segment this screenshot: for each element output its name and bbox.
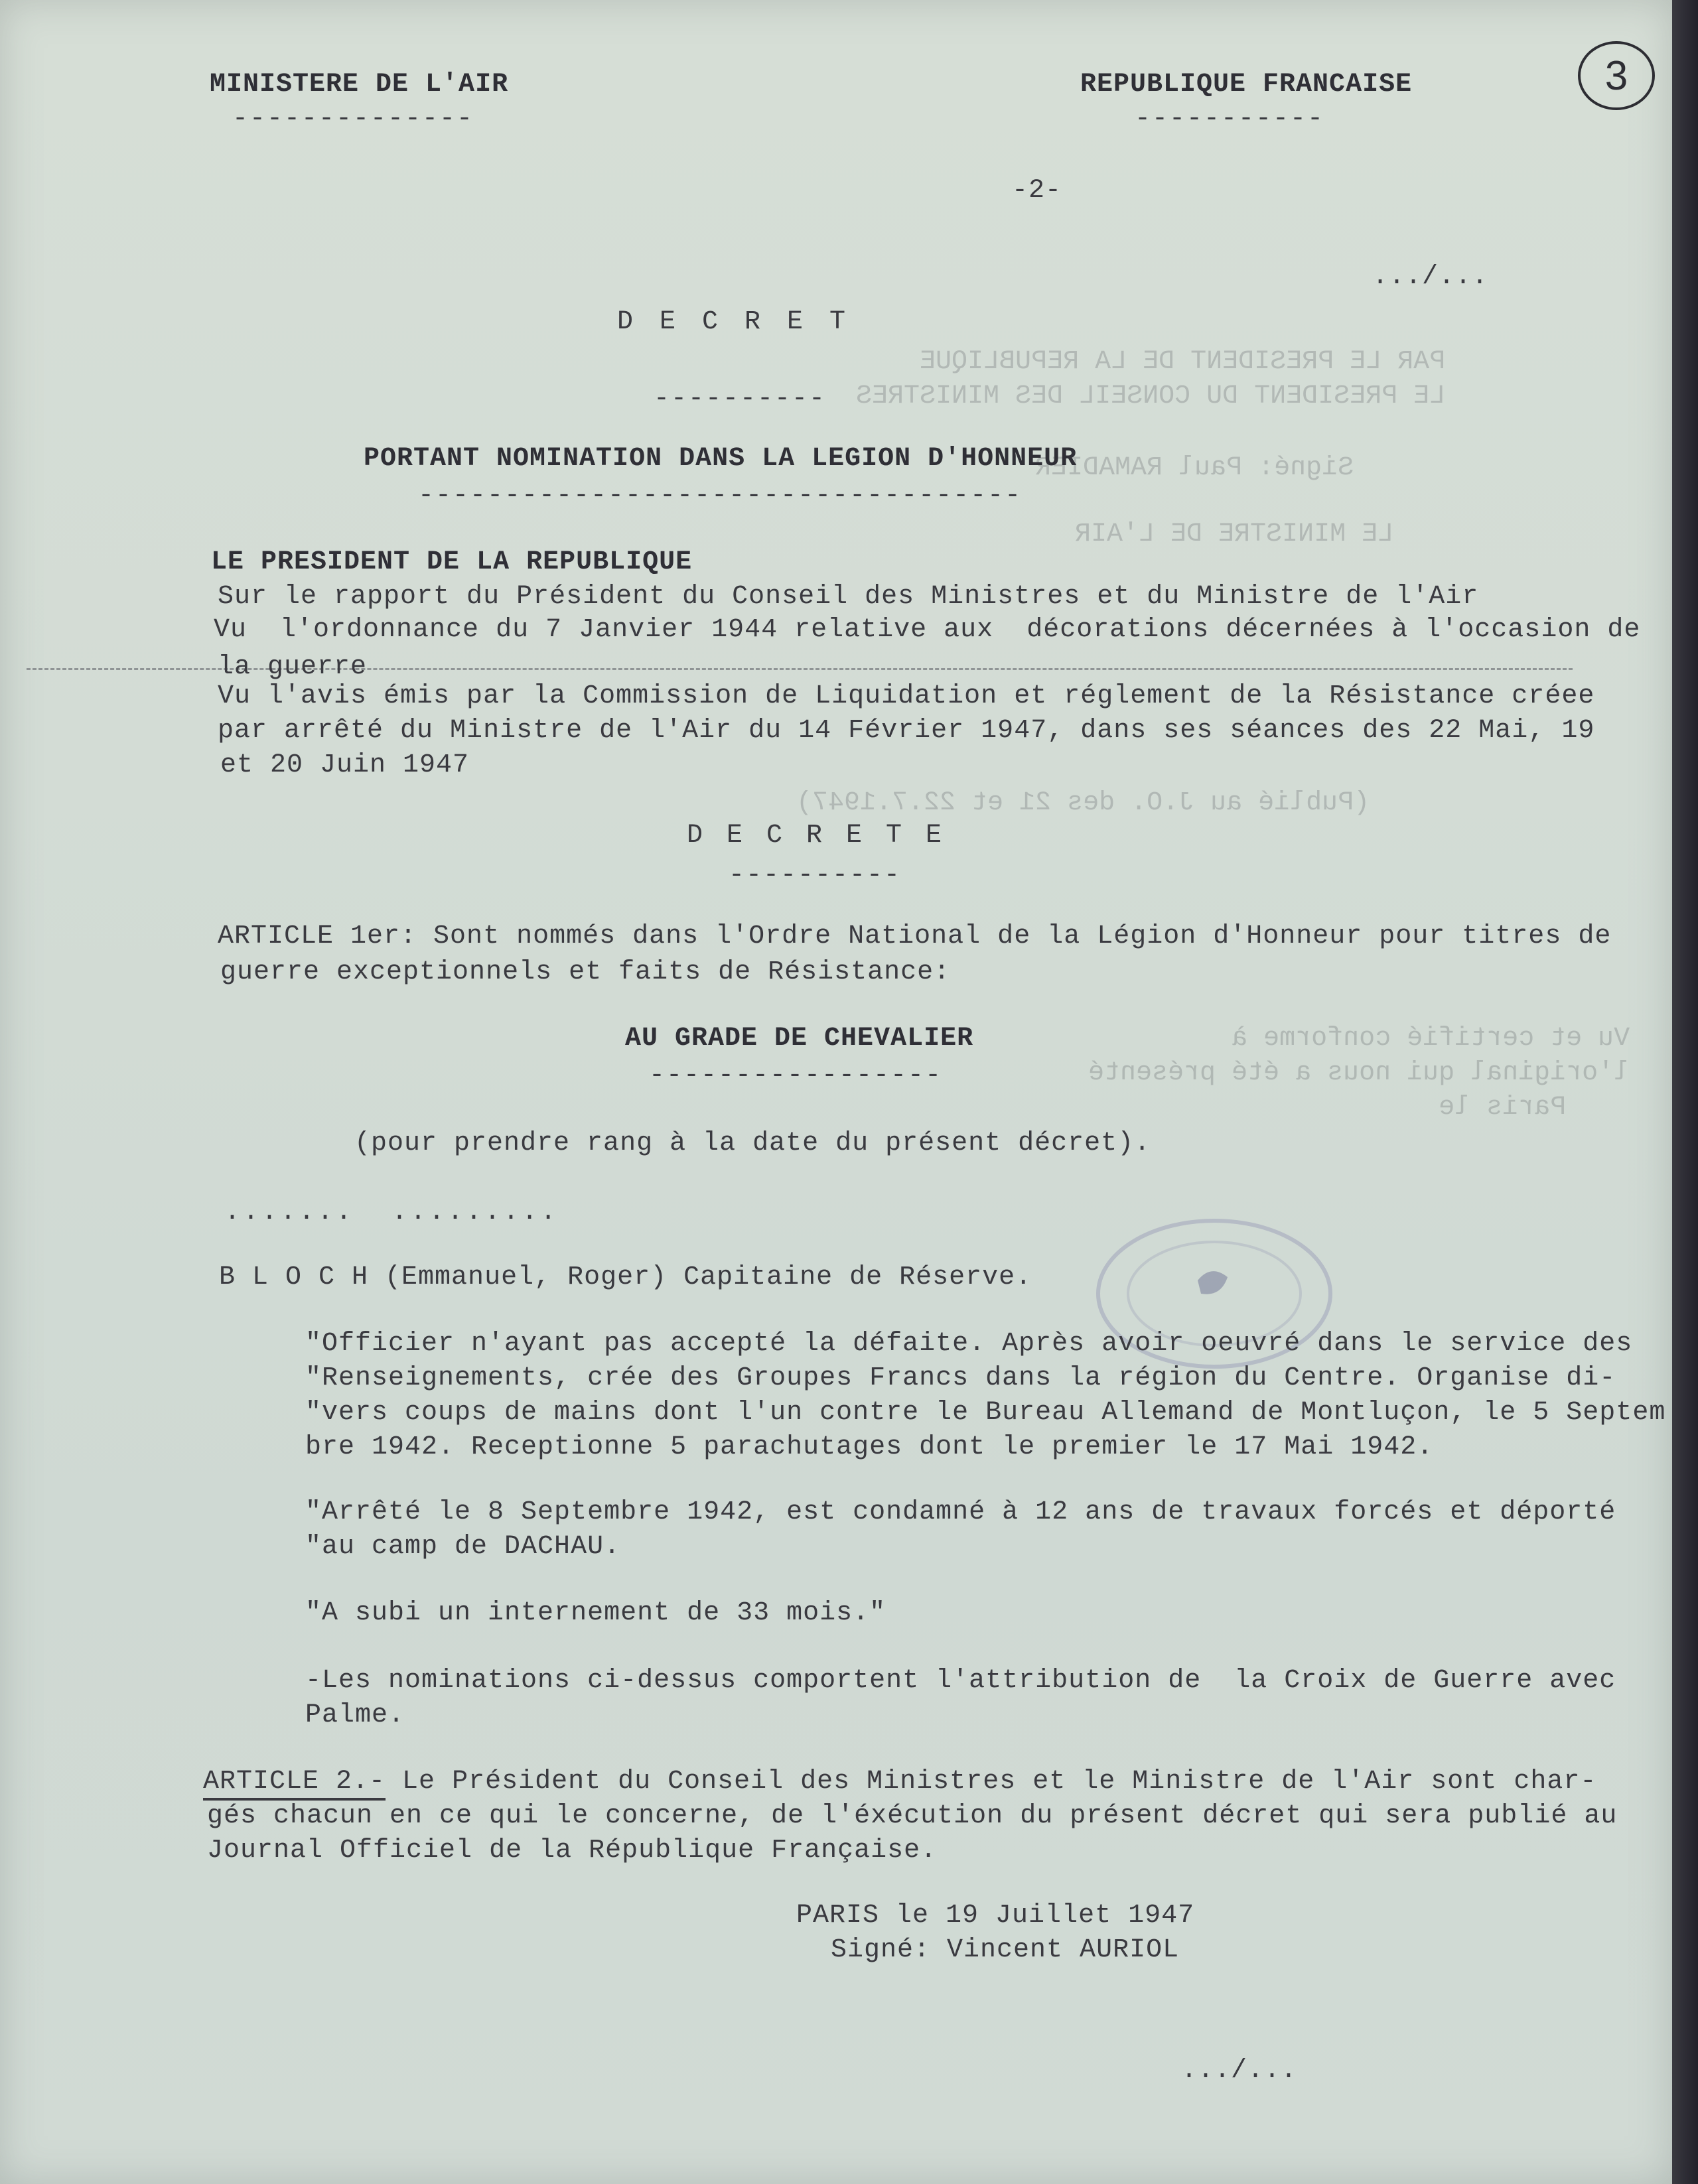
bleed-through-text: Vu et certifié conforme à l'original qui nous a été présenté Paris le [1088,1024,1630,1123]
article-1-label: ARTICLE 1er: [218,921,417,951]
grade-rule: ----------------- [649,1061,943,1091]
citation-line-3: "vers coups de mains dont l'un contre le Bureau Allemand de Montluçon, le 5 Septem [305,1398,1666,1428]
bleed-through-text: Signé: Paul RAMADIER [1035,453,1354,483]
bleed-through-text: (Publié au J.O. des 21 et 22.7.1947) [796,788,1370,818]
decrete-heading: D E C R E T E [687,821,946,851]
article-1-line-1 [218,920,1611,954]
decree-subject: PORTANT NOMINATION DANS LA LEGION D'HONNEUR [364,444,1078,474]
decree-title-rule: ---------- [654,384,827,414]
citation-line-2: "Renseignements, crée des Groupes Francs dans la région du Centre. Organise di- [305,1363,1616,1393]
citation-line-6: "au camp de DACHAU. [305,1532,621,1562]
article-1-text-1: Sont nommés dans l'Ordre National de la Légion d'Honneur pour titres de [417,921,1612,951]
preamble-line-1: Sur le rapport du Président du Conseil des Ministres et du Ministre de l'Air [218,582,1479,612]
article-1-line-2: guerre exceptionnels et faits de Résistance: [220,957,951,987]
place-date: PARIS le 19 Juillet 1947 [796,1901,1195,1931]
omission-dots: ....... ......... [224,1197,559,1227]
scan-background-edge [1672,0,1698,2184]
continuation-bottom: .../... [1181,2056,1298,2086]
page-number-circle [1578,41,1655,110]
republic-rule: ----------- [1135,104,1325,134]
decree-title: D E C R E T [617,307,851,337]
ministry-heading: MINISTERE DE L'AIR [210,70,509,100]
page-number: 3 [1604,52,1628,99]
article-2-line-1 [203,1765,1596,1799]
nominee-name: B L O C H (Emmanuel, Roger) Capitaine de Réserve. [219,1263,1032,1292]
ministry-rule: -------------- [232,104,474,134]
preamble-line-2: Vu l'ordonnance du 7 Janvier 1944 relative aux décorations décernées à l'occasion de [214,615,1641,645]
war-cross-note-2: Palme. [305,1700,405,1730]
preamble-line-4: Vu l'avis émis par la Commission de Liquidation et réglement de la Résistance créee [218,681,1595,711]
citation-line-7: "A subi un internement de 33 mois." [305,1598,886,1628]
decrete-rule: ---------- [729,860,902,890]
article-2-line-2: gés chacun en ce qui le concerne, de l'éxécution du présent décret qui sera publié au [207,1801,1618,1831]
citation-line-4: bre 1942. Receptionne 5 parachutages dont le premier le 17 Mai 1942. [305,1432,1434,1462]
war-cross-note-1: -Les nominations ci-dessus comportent l'attribution de la Croix de Guerre avec [305,1666,1616,1696]
decree-subject-rule: ----------------------------------- [418,481,1023,511]
article-2-text-1: Le Président du Conseil des Ministres et le Ministre de l'Air sont char- [386,1767,1597,1797]
preamble-line-5: par arrêté du Ministre de l'Air du 14 Février 1947, dans ses séances des 22 Mai, 19 [218,716,1595,746]
article-2-line-3: Journal Officiel de la République Française. [207,1836,938,1866]
bleed-through-text: PAR LE PRESIDENT DE LA REPUBLIQUE LE PRESIDENT DU CONSEIL DES MINISTRES [856,347,1446,411]
grade-heading: AU GRADE DE CHEVALIER [625,1024,974,1054]
citation-line-1: "Officier n'ayant pas accepté la défaite. Après avoir oeuvré dans le service des [305,1329,1633,1359]
citation-line-5: "Arrêté le 8 Septembre 1942, est condamné à 12 ans de travaux forcés et déporté [305,1497,1616,1527]
article-2-label: ARTICLE 2.- [203,1767,386,1801]
president-heading: LE PRESIDENT DE LA REPUBLIQUE [211,547,693,577]
preamble-line-6: et 20 Juin 1947 [220,750,470,780]
continuation-top: .../... [1372,262,1489,292]
page-marker: -2- [1012,176,1062,206]
rank-note: (pour prendre rang à la date du présent décret). [354,1128,1151,1158]
republic-heading: REPUBLIQUE FRANCAISE [1080,70,1413,100]
signed-by: Signé: Vincent AURIOL [831,1935,1180,1965]
bleed-through-text: LE MINISTRE DE L'AIR [1075,519,1394,549]
preamble-line-3: la guerre [218,652,368,682]
